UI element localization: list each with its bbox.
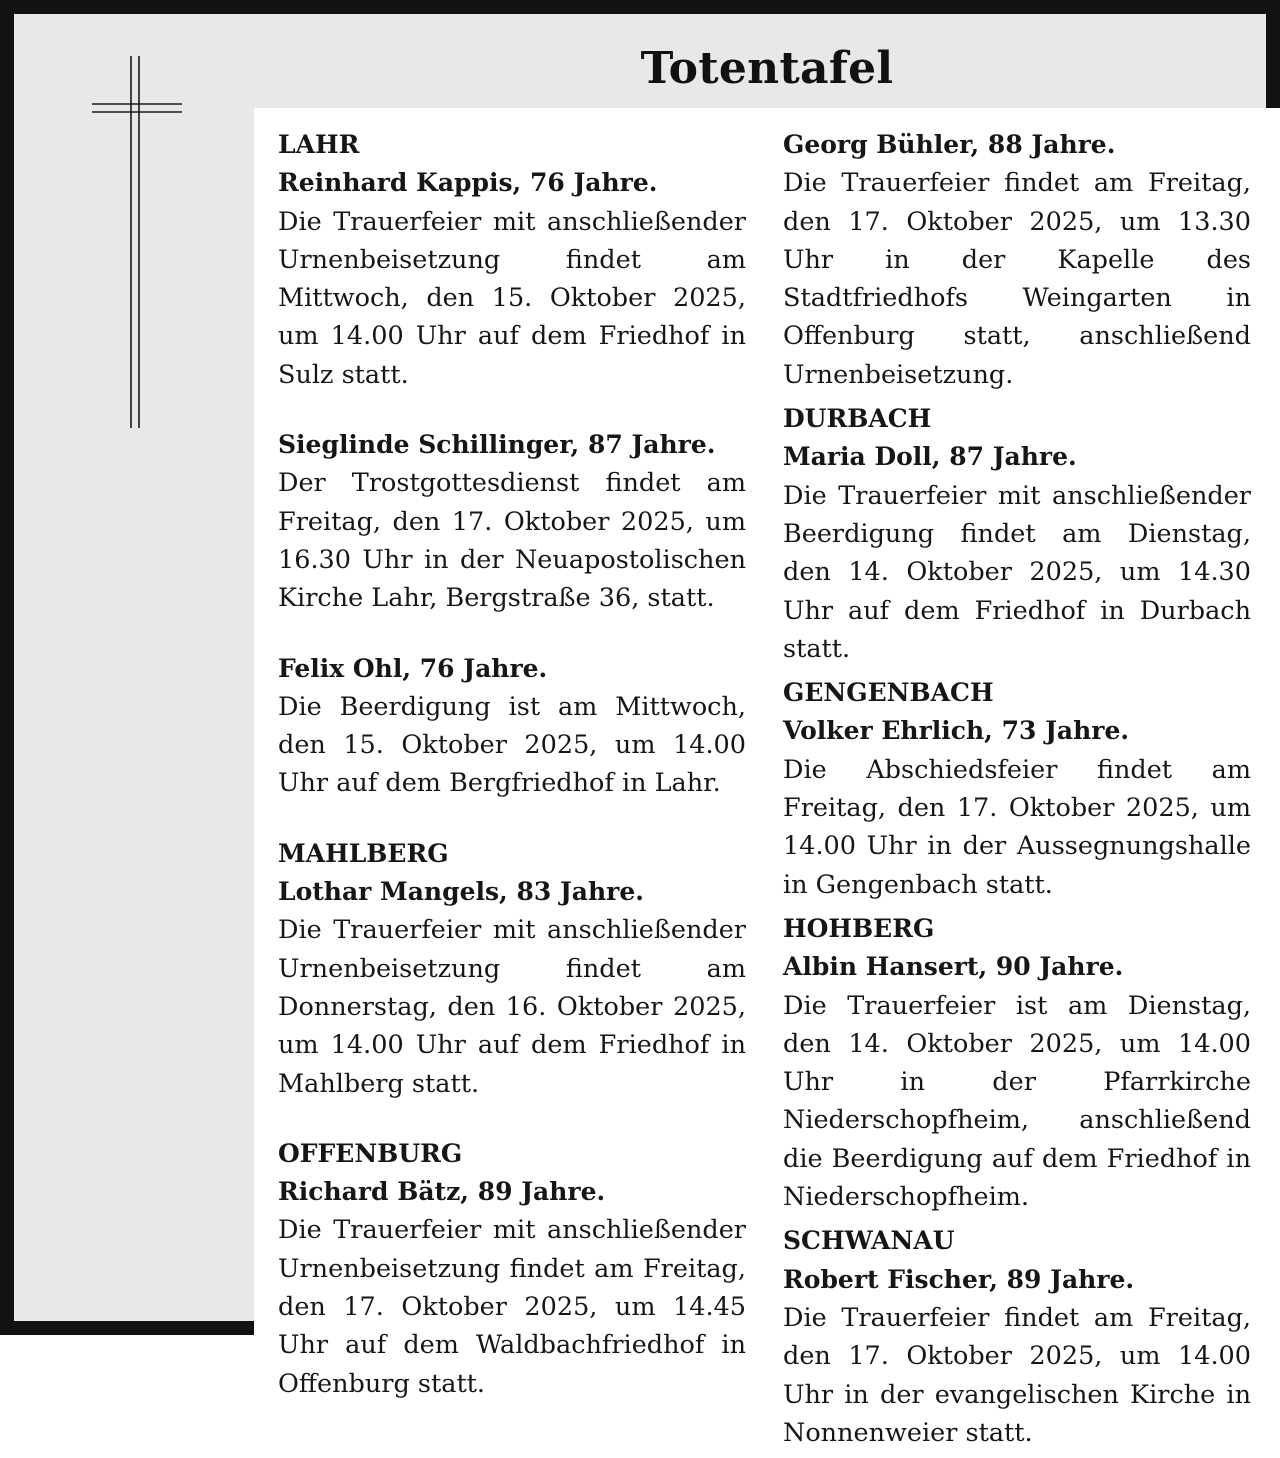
cross-icon (92, 56, 182, 428)
deceased-name: Robert Fischer, 89 Jahre. (783, 1264, 1135, 1294)
place-heading: LAHR (278, 130, 360, 159)
deceased-name: Lothar Mangels, 83 Jahre. (278, 877, 644, 907)
ceremony-text: Der Trostgottesdienst findet am Freitag, den 17. Oktober 2025, um 16.30 Uhr in der Neuapostolischen Kirche Lahr, Bergstraße 36, statt. (278, 468, 746, 614)
deceased-name: Albin Hansert, 90 Jahre. (783, 952, 1124, 982)
place-heading: HOHBERG (783, 913, 935, 943)
obituary-entry (783, 1222, 1251, 1452)
place-heading: GENGENBACH (783, 678, 994, 708)
deceased-name: Georg Bühler, 88 Jahre. (783, 130, 1116, 159)
deceased-name: Sieglinde Schillinger, 87 Jahre. (278, 430, 716, 460)
deceased-name: Reinhard Kappis, 76 Jahre. (278, 168, 658, 198)
ceremony-text: Die Trauerfeier findet am Freitag, den 17. Oktober 2025, um 14.00 Uhr in der evangelischen Kirche in Nonnenweier statt. (783, 1302, 1251, 1448)
place-heading: DURBACH (783, 404, 932, 434)
obituary-entry (278, 835, 746, 1103)
ceremony-text: Die Trauerfeier mit anschließender Urnenbeisetzung findet am Donnerstag, den 16. Oktober 2025, um 14.00 Uhr auf dem Friedhof in Mahlberg statt. (278, 915, 746, 1099)
page-title: Totentafel (640, 42, 894, 94)
obituary-entry (783, 674, 1251, 904)
deceased-name: Richard Bätz, 89 Jahre. (278, 1177, 606, 1207)
left-column (278, 126, 746, 1435)
obituary-entry (278, 1135, 746, 1403)
obituary-entry (278, 650, 746, 803)
deceased-name: Felix Ohl, 76 Jahre. (278, 653, 548, 683)
place-heading: MAHLBERG (278, 838, 449, 868)
obituary-entry (783, 400, 1251, 668)
right-column (783, 126, 1251, 1458)
deceased-name: Volker Ehrlich, 73 Jahre. (783, 716, 1130, 746)
place-heading: OFFENBURG (278, 1138, 463, 1168)
obituary-entry (783, 910, 1251, 1216)
ceremony-text: Die Trauerfeier mit anschließender Urnenbeisetzung findet am Freitag, den 17. Oktober 2025, um 14.45 Uhr auf dem Waldbachfriedhof in Offenburg statt. (278, 1215, 746, 1399)
ceremony-text: Die Trauerfeier mit anschließender Beerdigung findet am Dienstag, den 14. Oktober 2025, um 14.30 Uhr auf dem Friedhof in Durbach statt. (783, 480, 1251, 664)
ceremony-text: Die Trauerfeier mit anschließender Urnenbeisetzung findet am Mittwoch, den 15. Oktober 2025, um 14.00 Uhr auf dem Friedhof in Sulz statt. (278, 206, 746, 390)
obituary-panel (254, 108, 1280, 1448)
ceremony-text: Die Trauerfeier ist am Dienstag, den 14. Oktober 2025, um 14.00 Uhr in der Pfarrkirche Niederschopfheim, anschließend die Beerdigung auf dem Friedhof in Niederschopfheim. (783, 990, 1251, 1213)
deceased-name: Maria Doll, 87 Jahre. (783, 442, 1077, 472)
obituary-entry (783, 126, 1251, 394)
ceremony-text: Die Abschiedsfeier findet am Freitag, den 17. Oktober 2025, um 14.00 Uhr in der Aussegnungshalle in Gengenbach statt. (783, 754, 1251, 900)
obituary-entry (278, 426, 746, 617)
obituary-entry (278, 126, 746, 394)
ceremony-text: Die Trauerfeier findet am Freitag, den 17. Oktober 2025, um 13.30 Uhr in der Kapelle des Stadtfriedhofs Weingarten in Offenburg statt, anschließend Urnenbeisetzung. (783, 168, 1251, 390)
ceremony-text: Die Beerdigung ist am Mittwoch, den 15. Oktober 2025, um 14.00 Uhr auf dem Bergfriedhof in Lahr. (278, 691, 746, 799)
place-heading: SCHWANAU (783, 1226, 955, 1256)
